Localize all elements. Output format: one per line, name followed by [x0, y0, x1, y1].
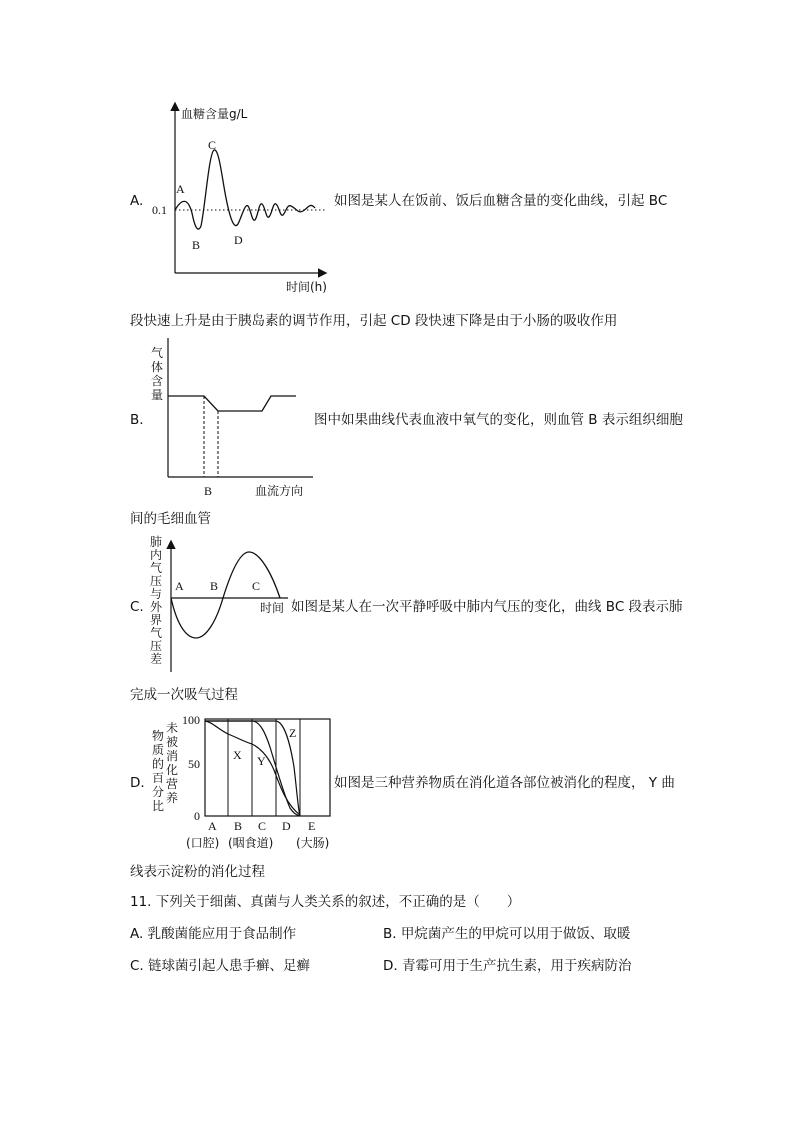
- chart-b-gas-content: [148, 332, 318, 502]
- q11-option-c[interactable]: C. 链球菌引起人患手癣、足癣: [130, 958, 311, 974]
- chart-d-curve-z-label: Z: [289, 726, 297, 740]
- chart-d-ylabel-c1-3: 百: [152, 771, 165, 785]
- chart-d-ylabel-c1-1: 质: [152, 743, 165, 757]
- chart-d-ytick-50: 50: [188, 757, 200, 771]
- chart-b-y-label-3: 量: [151, 388, 164, 402]
- chart-c-y-label-1: 内: [150, 548, 163, 562]
- chart-d-ylabel-c1-0: 物: [152, 729, 165, 743]
- q11-option-d[interactable]: D. 青霉可用于生产抗生素，用于疾病防治: [383, 958, 632, 974]
- option-d-text: 如图是三种营养物质在消化道各部位被消化的程度， Y 曲: [334, 775, 675, 791]
- chart-a-point-a: A: [176, 182, 185, 196]
- chart-c-point-a: A: [175, 579, 184, 593]
- option-a-continuation: 段快速上升是由于胰岛素的调节作用，引起 CD 段快速下降是由于小肠的吸收作用: [130, 313, 618, 329]
- chart-c-y-label-0: 肺: [150, 535, 163, 549]
- chart-a-curve: [175, 150, 315, 229]
- chart-b-curve: [168, 396, 296, 411]
- chart-c-y-label-6: 界: [150, 613, 163, 627]
- option-c-continuation: 完成一次吸气过程: [130, 687, 238, 703]
- chart-d-ylabel-c2-1: 被: [166, 735, 179, 749]
- chart-c-lung-pressure: [148, 534, 298, 679]
- chart-b-segment-b: B: [204, 484, 213, 498]
- chart-c-point-c: C: [252, 579, 261, 593]
- chart-d-curve-y-label: Y: [257, 754, 266, 768]
- chart-d-ylabel-c1-2: 的: [152, 757, 165, 771]
- chart-a-blood-sugar: [152, 98, 350, 298]
- chart-b-y-label-0: 气: [151, 346, 164, 360]
- option-b-text: 图中如果曲线代表血液中氧气的变化，则血管 B 表示组织细胞: [314, 412, 683, 428]
- chart-d-ytick-100: 100: [182, 713, 200, 727]
- chart-d-frame: [205, 719, 330, 816]
- chart-d-digestion: [150, 712, 340, 857]
- chart-c-y-label-2: 气: [150, 561, 163, 575]
- q11-option-b[interactable]: B. 甲烷菌产生的甲烷可以用于做饭、取暖: [383, 926, 631, 942]
- chart-b-x-label: 血流方向: [255, 484, 304, 498]
- chart-b-y-label-1: 体: [151, 360, 164, 374]
- option-c-text: 如图是某人在一次平静呼吸中肺内气压的变化，曲线 BC 段表示肺: [291, 599, 683, 615]
- chart-d-xnote-pharynx: (咽食道): [228, 836, 274, 850]
- option-d-label: D.: [130, 775, 145, 791]
- chart-d-xnote-mouth: (口腔): [186, 836, 220, 850]
- chart-d-xnote-colon: (大肠): [296, 836, 330, 850]
- chart-c-y-label-8: 压: [150, 639, 163, 653]
- chart-a-point-b: B: [192, 238, 201, 252]
- chart-b-y-label-2: 含: [151, 374, 164, 388]
- chart-a-x-label: 时间(h): [286, 280, 327, 294]
- chart-c-y-label-3: 压: [150, 574, 163, 588]
- chart-c-curve: [171, 552, 280, 638]
- chart-d-ytick-0: 0: [194, 809, 200, 823]
- q11-option-a[interactable]: A. 乳酸菌能应用于食品制作: [130, 926, 297, 942]
- chart-a-ref-value: 0.1: [152, 203, 167, 217]
- chart-d-xcat-a: A: [208, 819, 217, 833]
- chart-d-curve-x-label: X: [233, 748, 242, 762]
- chart-d-xcat-e: E: [308, 819, 316, 833]
- chart-d-ylabel-c2-4: 营: [166, 777, 179, 791]
- chart-d-ylabel-c1-5: 比: [152, 799, 165, 813]
- chart-a-point-c: C: [208, 138, 217, 152]
- chart-d-ylabel-c1-4: 分: [152, 785, 165, 799]
- option-a-label: A.: [130, 193, 144, 209]
- chart-d-xcat-d: D: [282, 819, 291, 833]
- option-a-text: 如图是某人在饭前、饭后血糖含量的变化曲线，引起 BC: [334, 193, 668, 209]
- chart-c-y-label-4: 与: [150, 587, 163, 601]
- option-d-continuation: 线表示淀粉的消化过程: [130, 864, 265, 880]
- chart-a-point-d: D: [234, 233, 243, 247]
- chart-d-ylabel-c2-0: 未: [166, 721, 179, 735]
- chart-c-y-label-7: 气: [150, 626, 163, 640]
- option-b-continuation: 间的毛细血管: [130, 511, 211, 527]
- chart-a-y-label: 血糖含量g/L: [181, 107, 248, 121]
- chart-c-y-label-9: 差: [150, 652, 163, 666]
- chart-d-ylabel-c2-2: 消: [166, 749, 179, 763]
- chart-d-ylabel-c2-3: 化: [166, 763, 179, 777]
- q11-stem: 11. 下列关于细菌、真菌与人类关系的叙述，不正确的是（ ）: [130, 894, 521, 910]
- option-b-label: B.: [130, 412, 144, 428]
- chart-d-xcat-c: C: [258, 819, 267, 833]
- chart-d-ylabel-c2-5: 养: [166, 791, 179, 805]
- chart-c-y-label-5: 外: [150, 600, 163, 614]
- option-c-label: C.: [130, 599, 144, 615]
- chart-c-point-b: B: [210, 579, 219, 593]
- chart-d-xcat-b: B: [234, 819, 243, 833]
- chart-c-x-label: 时间: [260, 601, 285, 615]
